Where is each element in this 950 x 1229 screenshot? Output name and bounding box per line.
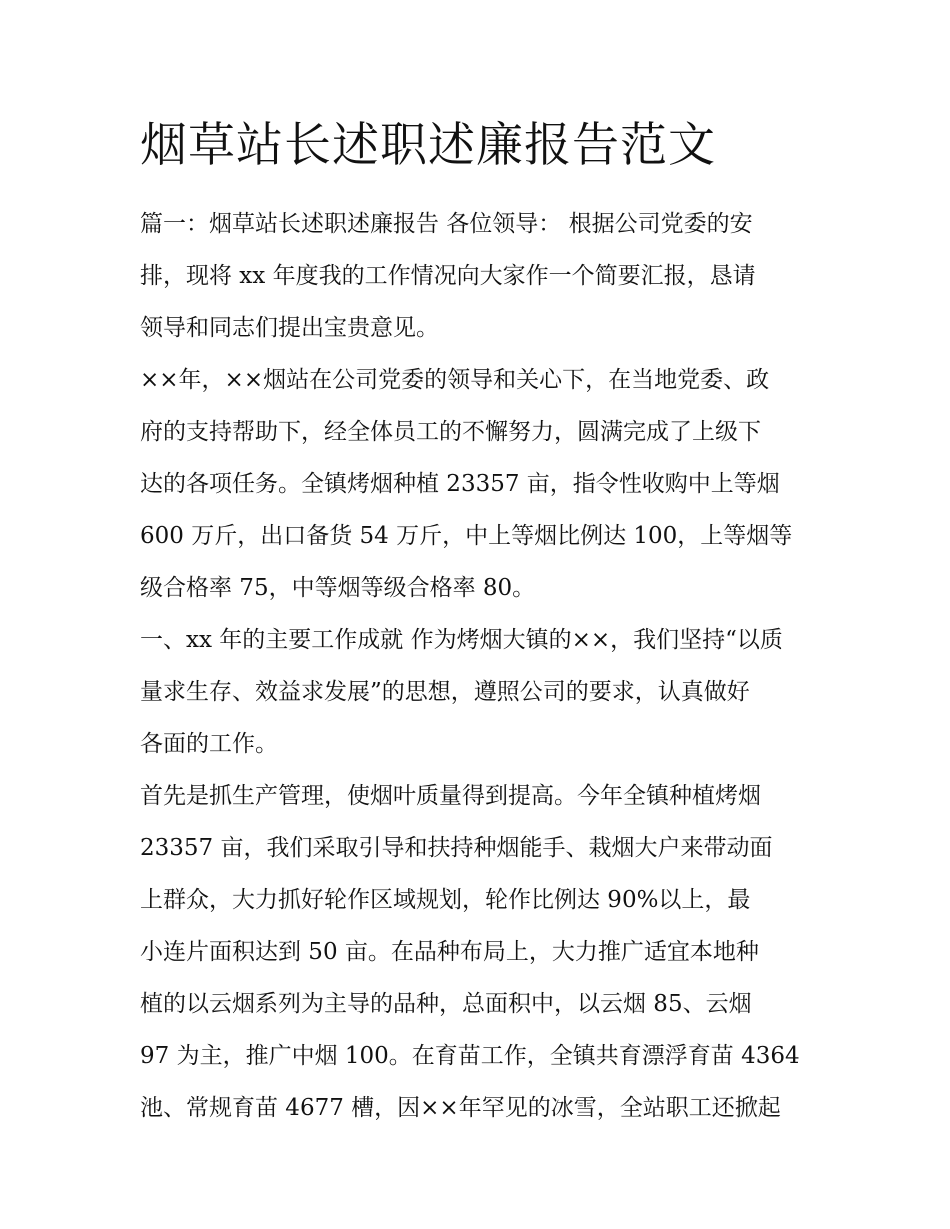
- document-body: [140, 198, 820, 1134]
- text-line: 各面的工作。: [140, 731, 278, 757]
- text-line: 领导和同志们提出宝贵意见。: [140, 315, 439, 341]
- text-line: 府的支持帮助下，经全体员工的不懈努力，圆满完成了上级下: [140, 419, 761, 445]
- text-line: 篇一：烟草站长述职述廉报告 各位领导： 根据公司党委的安: [140, 211, 753, 237]
- document-title: 烟草站长述职述廉报告范文: [140, 118, 716, 173]
- text-line: 植的以云烟系列为主导的品种，总面积中，以云烟 85、云烟: [140, 991, 752, 1017]
- paragraph-production: [140, 770, 820, 1134]
- text-line: 上群众，大力抓好轮作区域规划，轮作比例达 90%以上，最: [140, 887, 751, 913]
- text-line: 首先是抓生产管理，使烟叶质量得到提高。今年全镇种植烤烟: [140, 783, 761, 809]
- text-line: 97 为主，推广中烟 100。在育苗工作，全镇共育漂浮育苗 4364: [140, 1043, 800, 1069]
- text-line: 池、常规育苗 4677 槽，因××年罕见的冰雪，全站职工还掀起: [140, 1095, 781, 1121]
- text-line: 23357 亩，我们采取引导和扶持种烟能手、栽烟大户来带动面: [140, 835, 773, 861]
- text-line: 达的各项任务。全镇烤烟种植 23357 亩，指令性收购中上等烟: [140, 471, 780, 497]
- text-line: 量求生存、效益求发展”的思想，遵照公司的要求，认真做好: [140, 679, 750, 705]
- paragraph-achievements: [140, 614, 820, 770]
- text-line: 小连片面积达到 50 亩。在品种布局上，大力推广适宜本地种: [140, 939, 759, 965]
- text-line: 排，现将 xx 年度我的工作情况向大家作一个简要汇报，恳请: [140, 263, 756, 289]
- text-line: ××年，××烟站在公司党委的领导和关心下，在当地党委、政: [140, 367, 770, 393]
- paragraph-intro: [140, 198, 820, 354]
- paragraph-summary: [140, 354, 820, 614]
- text-line: 一、xx 年的主要工作成就 作为烤烟大镇的××，我们坚持“以质: [140, 627, 783, 653]
- text-line: 级合格率 75，中等烟等级合格率 80。: [140, 575, 536, 601]
- text-line: 600 万斤，出口备货 54 万斤，中上等烟比例达 100，上等烟等: [140, 523, 793, 549]
